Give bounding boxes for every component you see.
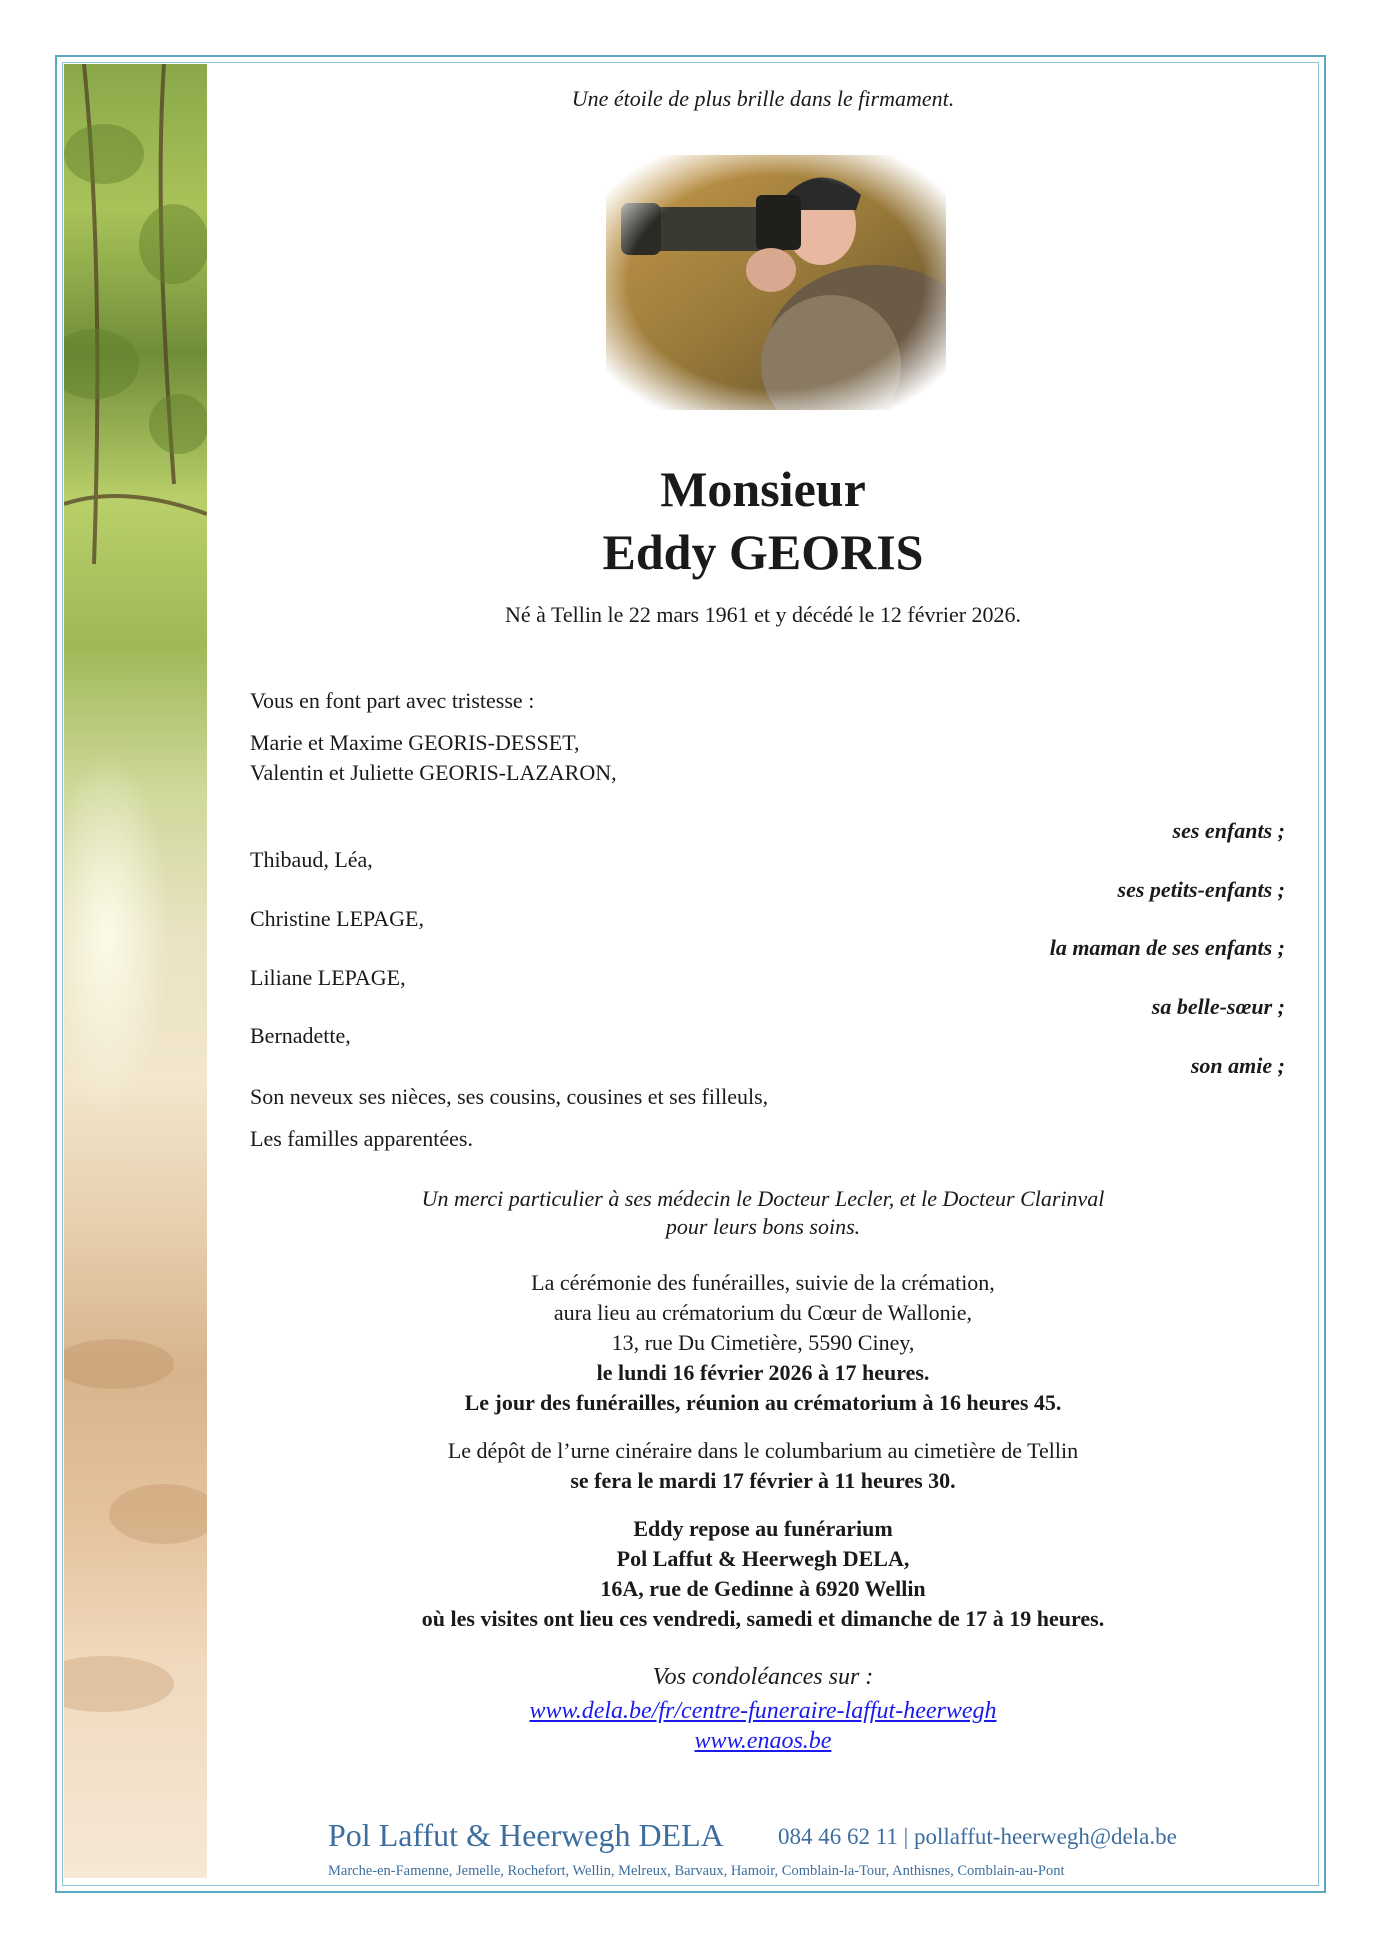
condolences-label: Vos condoléances sur :	[652, 1664, 874, 1690]
thanks-line-2: pour leurs bons soins.	[665, 1214, 861, 1239]
thanks-line-1: Un merci particulier à ses médecin le Docteur Lecler, et le Docteur Clarinval	[421, 1186, 1105, 1211]
children-line-1: Marie et Maxime GEORIS-DESSET,	[250, 730, 580, 755]
footer-contact: 084 46 62 11 | pollaffut-heerwegh@dela.be	[778, 1824, 1177, 1849]
condolences-link-enaos[interactable]: www.enaos.be	[694, 1728, 832, 1754]
condolences-link-dela[interactable]: www.dela.be/fr/centre-funeraire-laffut-heerwegh	[529, 1698, 997, 1724]
side-forest-image	[64, 64, 207, 1878]
grandchildren: Thibaud, Léa,	[250, 847, 373, 872]
rest-line-4: où les visites ont lieu ces vendredi, samedi et dimanche de 17 à 19 heures.	[421, 1606, 1105, 1631]
rest-line-3: 16A, rue de Gedinne à 6920 Wellin	[600, 1576, 926, 1601]
sister-in-law: Liliane LEPAGE,	[250, 965, 406, 990]
friend-role: son amie ;	[1190, 1053, 1285, 1078]
related-families: Les familles apparentées.	[250, 1126, 473, 1151]
mother-of-children: Christine LEPAGE,	[250, 906, 424, 931]
ceremony-meeting: Le jour des funérailles, réunion au crématorium à 16 heures 45.	[464, 1390, 1062, 1415]
ceremony-date: le lundi 16 février 2026 à 17 heures.	[596, 1360, 930, 1385]
honorific-title: Monsieur	[660, 461, 866, 517]
sister-in-law-role: sa belle-sœur ;	[1151, 994, 1285, 1019]
deceased-name: Eddy GEORIS	[602, 524, 924, 580]
birth-death-line: Né à Tellin le 22 mars 1961 et y décédé le 12 février 2026.	[504, 602, 1022, 627]
portrait-photo	[606, 155, 946, 410]
children-role: ses enfants ;	[1172, 818, 1285, 843]
footer-locations: Marche-en-Famenne, Jemelle, Rochefort, Wellin, Melreux, Barvaux, Hamoir, Comblain-la-Tour, Anthisnes, Comblain-au-Pont	[328, 1863, 1065, 1879]
family-intro: Vous en font part avec tristesse :	[250, 688, 535, 713]
rest-line-1: Eddy repose au funérarium	[633, 1516, 893, 1541]
ceremony-line-1: La cérémonie des funérailles, suivie de la crémation,	[531, 1270, 995, 1295]
footer-brand-logo: Pol Laffut & Heerwegh DELA	[328, 1817, 724, 1853]
grandchildren-role: ses petits-enfants ;	[1117, 877, 1285, 902]
urn-line-1: Le dépôt de l’urne cinéraire dans le columbarium au cimetière de Tellin	[447, 1438, 1079, 1463]
children-line-2: Valentin et Juliette GEORIS-LAZARON,	[250, 760, 617, 785]
urn-date: se fera le mardi 17 février à 11 heures 30.	[570, 1468, 956, 1493]
ceremony-line-2: aura lieu au crématorium du Cœur de Wallonie,	[553, 1300, 973, 1325]
rest-line-2: Pol Laffut & Heerwegh DELA,	[616, 1546, 910, 1571]
nephews-line: Son neveux ses nièces, ses cousins, cousines et ses filleuls,	[250, 1084, 769, 1109]
header-quote: Une étoile de plus brille dans le firmament.	[571, 86, 955, 111]
mother-of-children-role: la maman de ses enfants ;	[1049, 935, 1285, 960]
friend: Bernadette,	[250, 1023, 351, 1048]
ceremony-line-3: 13, rue Du Cimetière, 5590 Ciney,	[611, 1330, 915, 1355]
